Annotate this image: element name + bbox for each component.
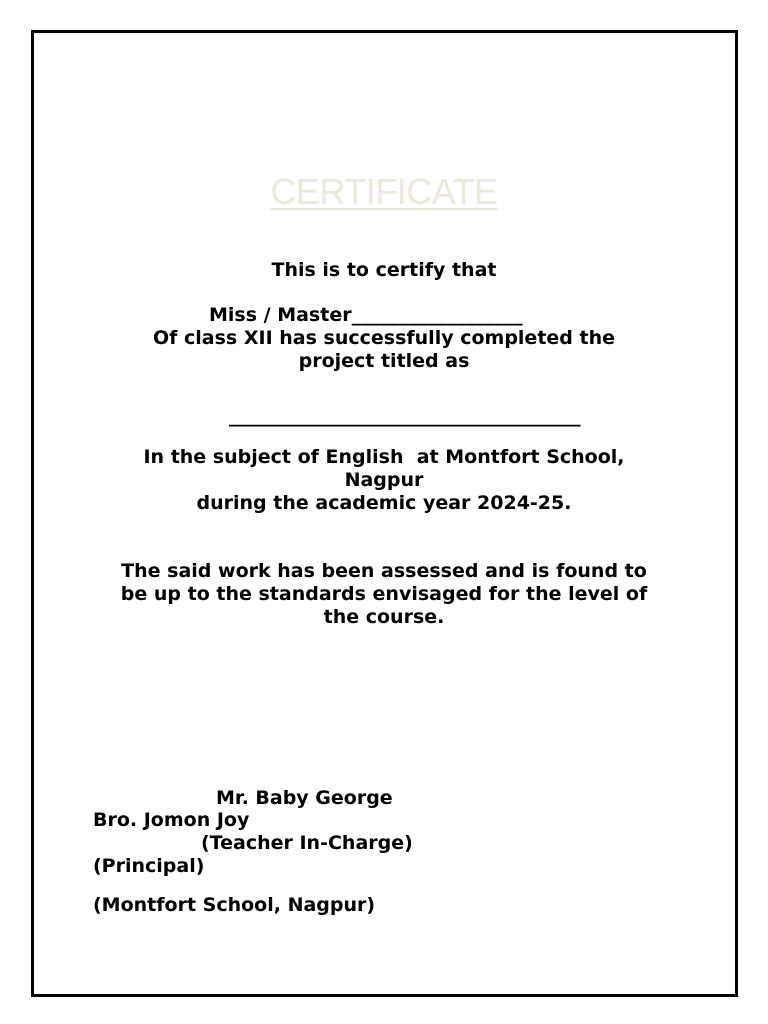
principal-role: (Principal) — [93, 855, 205, 877]
certify-intro: This is to certify that — [271, 259, 497, 281]
assessment-line-2: be up to the standards envisaged for the level of — [120, 583, 648, 605]
school-name: (Montfort School, Nagpur) — [93, 894, 376, 916]
student-name-line: Miss / Master__________________ — [209, 304, 523, 326]
principal-name: Bro. Jomon Joy — [93, 809, 250, 831]
certificate-title: CERTIFICATE — [270, 171, 498, 212]
assessment-line-3: the course. — [323, 606, 445, 628]
academic-year-text: during the academic year 2024-25. — [196, 492, 572, 514]
teacher-name: Mr. Baby George — [216, 787, 393, 809]
project-titled-text: project titled as — [298, 350, 470, 372]
completion-text: Of class XII has successfully completed the — [152, 327, 615, 349]
teacher-role: (Teacher In-Charge) — [201, 832, 413, 854]
project-title-blank: _____________________________________ — [229, 405, 581, 427]
subject-text: In the subject of English at Montfort School, — [143, 446, 625, 468]
city-text: Nagpur — [344, 469, 424, 491]
assessment-line-1: The said work has been assessed and is found to — [121, 560, 647, 582]
